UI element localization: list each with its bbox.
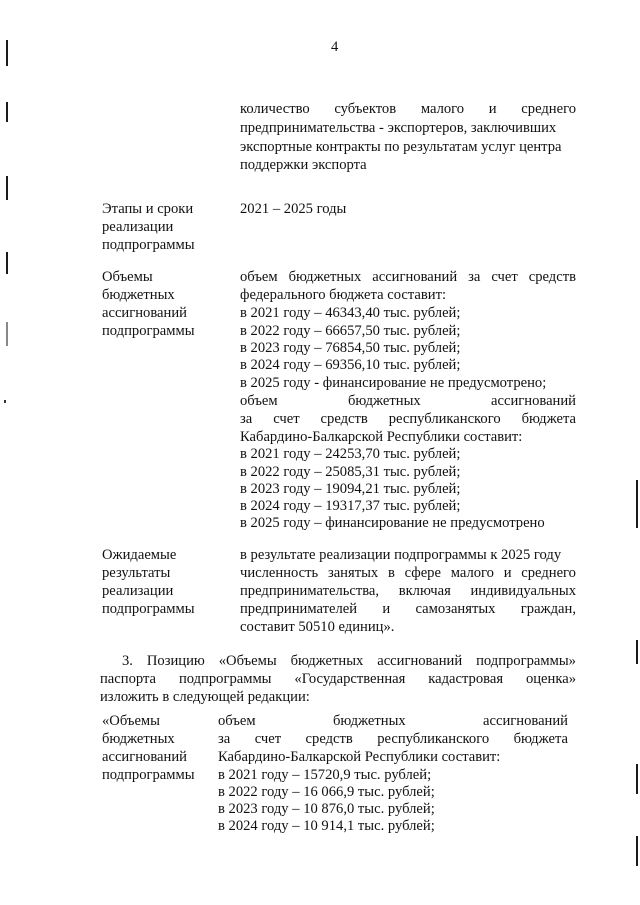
new-volumes-word: объем <box>218 713 256 729</box>
new-volumes-label: бюджетных <box>102 731 175 747</box>
scan-edge-mark <box>6 176 8 200</box>
volumes-line: в 2023 году – 76854,50 тыс. рублей; <box>240 340 461 356</box>
expected-label: подпрограммы <box>102 601 195 617</box>
expected-word: занятых <box>327 565 379 581</box>
expected-word: предпринимателей <box>240 601 358 617</box>
volumes-line <box>240 410 576 428</box>
expected-word: малого <box>450 565 494 581</box>
expected-line <box>240 600 576 618</box>
expected-word: среднего <box>521 565 576 581</box>
expected-word: и <box>382 601 391 617</box>
intro-line <box>240 100 576 118</box>
paragraph-word: бюджетных <box>290 653 364 669</box>
paragraph-word: оценка» <box>525 671 576 687</box>
new-volumes-word: за <box>218 731 231 747</box>
new-volumes-line: в 2023 году – 10 876,0 тыс. рублей; <box>218 801 435 817</box>
volumes-label: подпрограммы <box>102 323 195 339</box>
expected-word: в <box>387 565 395 581</box>
paragraph-line: изложить в следующей редакции: <box>100 689 310 705</box>
new-volumes-line <box>218 730 568 748</box>
intro-line: предпринимательства - экспортеров, заключивших <box>240 120 557 136</box>
stages-label: реализации <box>102 219 174 235</box>
new-volumes-line: в 2021 году – 15720,9 тыс. рублей; <box>218 767 432 783</box>
expected-word: и <box>503 565 512 581</box>
stages-label: подпрограммы <box>102 237 195 253</box>
intro-word: среднего <box>521 101 576 117</box>
volumes-label: Объемы <box>102 269 153 285</box>
stages-label: Этапы и сроки <box>102 201 194 217</box>
stages-value: 2021 – 2025 годы <box>240 201 347 217</box>
volumes-word: счет <box>273 411 300 427</box>
paragraph-line <box>100 670 576 688</box>
scan-edge-mark <box>6 102 8 122</box>
volumes-line: в 2022 году – 66657,50 тыс. рублей; <box>240 323 461 339</box>
volumes-word: ассигнований <box>372 269 458 285</box>
expected-label: реализации <box>102 583 174 599</box>
volumes-line: в 2021 году – 46343,40 тыс. рублей; <box>240 305 461 321</box>
scan-edge-mark <box>4 400 6 403</box>
new-volumes-label: подпрограммы <box>102 767 195 783</box>
volumes-word: объем <box>240 393 278 409</box>
volumes-label: ассигнований <box>102 305 187 321</box>
new-volumes-word: бюджета <box>513 731 568 747</box>
volumes-word: бюджетных <box>348 393 421 409</box>
expected-word: численность <box>240 565 319 581</box>
expected-label: Ожидаемые <box>102 547 177 563</box>
volumes-line <box>240 268 576 286</box>
scan-edge-mark <box>636 764 638 794</box>
intro-word: субъектов <box>334 101 397 117</box>
new-volumes-word: счет <box>254 731 282 747</box>
volumes-word: счет <box>491 269 518 285</box>
scan-edge-mark <box>636 480 638 528</box>
expected-word: включая <box>398 583 451 599</box>
expected-line: в результате реализации подпрограммы к 2025 году <box>240 547 562 563</box>
volumes-line: в 2021 году – 24253,70 тыс. рублей; <box>240 446 461 462</box>
paragraph-word: «Государственная <box>294 671 406 687</box>
paragraph-line <box>122 652 576 670</box>
intro-word: малого <box>420 101 465 117</box>
volumes-line: в 2025 году – финансирование не предусмотрено <box>240 515 545 531</box>
intro-word: и <box>488 101 497 117</box>
volumes-word: бюджетных <box>288 269 362 285</box>
paragraph-word: 3. <box>122 653 133 669</box>
volumes-label: бюджетных <box>102 287 175 303</box>
scan-edge-mark <box>6 252 8 274</box>
new-volumes-label: «Объемы <box>102 713 160 729</box>
paragraph-word: подпрограммы» <box>476 653 576 669</box>
volumes-line: в 2022 году – 25085,31 тыс. рублей; <box>240 464 461 480</box>
new-volumes-line: в 2022 году – 16 066,9 тыс. рублей; <box>218 784 435 800</box>
new-volumes-word: республиканского <box>377 731 490 747</box>
new-volumes-label: ассигнований <box>102 749 187 765</box>
paragraph-word: Позицию <box>146 653 205 669</box>
volumes-word: за <box>468 269 481 285</box>
paragraph-word: паспорта <box>100 671 157 687</box>
volumes-word: объем <box>240 269 278 285</box>
new-volumes-line: Кабардино-Балкарской Республики составит: <box>218 749 501 765</box>
paragraph-word: подпрограммы <box>178 671 272 687</box>
expected-label: результаты <box>102 565 171 581</box>
paragraph-word: «Объемы <box>218 653 277 669</box>
new-volumes-word: средств <box>305 731 353 747</box>
expected-word: сфере <box>404 565 441 581</box>
volumes-line: в 2025 году - финансирование не предусмотрено; <box>240 375 547 391</box>
new-volumes-word: бюджетных <box>333 713 406 729</box>
intro-word: количество <box>240 101 310 117</box>
volumes-word: средств <box>528 269 576 285</box>
volumes-line: в 2023 году – 19094,21 тыс. рублей; <box>240 481 461 497</box>
intro-line: поддержки экспорта <box>240 157 367 173</box>
expected-word: предпринимательства, <box>240 583 380 599</box>
new-volumes-word: ассигнований <box>483 713 568 729</box>
expected-word: граждан, <box>520 601 576 617</box>
expected-line <box>240 582 576 600</box>
volumes-word: республиканского <box>388 411 501 427</box>
page-number: 4 <box>331 39 339 55</box>
intro-line: экспортные контракты по результатам услуг центра <box>240 139 562 155</box>
expected-word: самозанятых <box>415 601 496 617</box>
volumes-word: бюджета <box>521 411 576 427</box>
volumes-line: Кабардино-Балкарской Республики составит: <box>240 429 523 445</box>
paragraph-word: ассигнований <box>377 653 463 669</box>
scan-edge-mark <box>6 40 8 66</box>
volumes-line <box>240 392 576 410</box>
scan-edge-mark <box>6 322 8 346</box>
volumes-word: за <box>240 411 253 427</box>
scan-edge-mark <box>636 640 638 664</box>
expected-word: индивидуальных <box>470 583 576 599</box>
volumes-line: в 2024 году – 69356,10 тыс. рублей; <box>240 357 461 373</box>
expected-line <box>240 564 576 582</box>
volumes-line: в 2024 году – 19317,37 тыс. рублей; <box>240 498 461 514</box>
volumes-word: ассигнований <box>491 393 576 409</box>
volumes-word: средств <box>320 411 368 427</box>
paragraph-word: кадастровая <box>428 671 504 687</box>
scan-edge-mark <box>636 836 638 866</box>
volumes-line: федерального бюджета составит: <box>240 287 447 303</box>
new-volumes-line <box>218 712 568 730</box>
expected-line: составит 50510 единиц». <box>240 619 395 635</box>
new-volumes-line: в 2024 году – 10 914,1 тыс. рублей; <box>218 818 435 834</box>
